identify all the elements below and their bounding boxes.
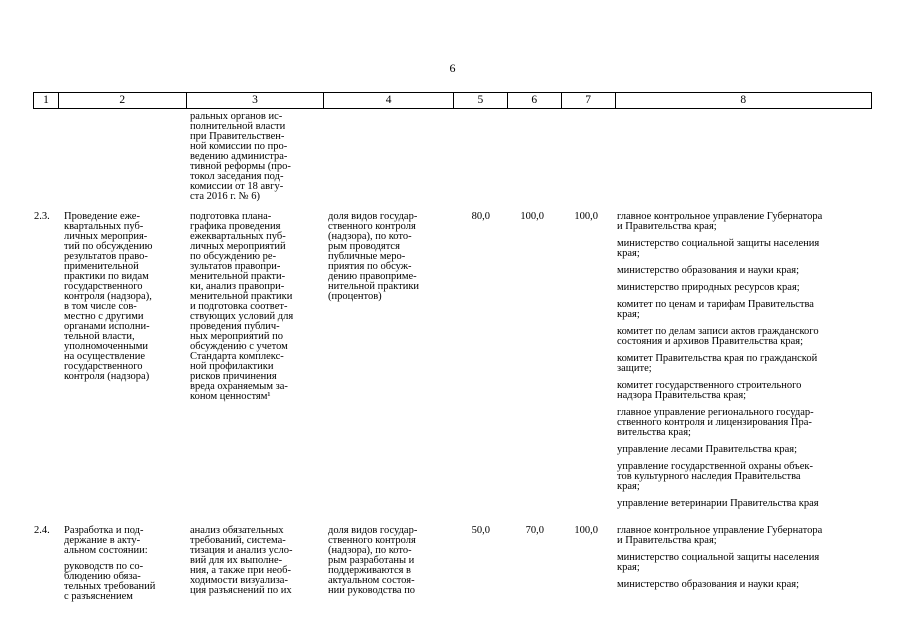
text-line: графика проведения bbox=[190, 221, 281, 232]
text-line: главное контрольное управление Губернатора bbox=[617, 211, 823, 222]
text-line: держание в акту- bbox=[64, 535, 141, 546]
responsible-executor bbox=[617, 553, 819, 573]
header-col-6: 6 bbox=[507, 93, 561, 108]
text-line: ных мероприятий по bbox=[190, 331, 283, 342]
text-line: ствующих условий для bbox=[190, 311, 294, 322]
text-line: личных мероприятий bbox=[190, 241, 286, 252]
text-line: государственного bbox=[64, 361, 143, 372]
responsible-executor bbox=[617, 327, 819, 347]
text-line: ежеквартальных пуб- bbox=[190, 231, 286, 242]
text-line: государственного bbox=[64, 281, 143, 292]
text-line: обсуждению с учетом bbox=[190, 341, 288, 352]
row-value-col7: 100,0 bbox=[574, 211, 598, 222]
text-line: блюдению обяза- bbox=[64, 571, 141, 582]
text-line: дению правоприме- bbox=[328, 271, 417, 282]
text-line: и Правительства края; bbox=[617, 221, 717, 232]
text-line: анализ обязательных bbox=[190, 525, 284, 536]
text-line: при Правительствен- bbox=[190, 131, 285, 142]
text-line: надзора Правительства края; bbox=[617, 390, 747, 401]
text-line: местно с другими bbox=[64, 311, 144, 322]
text-line: актуальном состоя- bbox=[328, 575, 415, 586]
text-line: управление ветеринарии Правительства края bbox=[617, 498, 819, 509]
text-line: тельных требований bbox=[64, 581, 156, 592]
text-line: управление государственной охраны объек- bbox=[617, 461, 813, 472]
text-line: рым разработаны и bbox=[328, 555, 415, 566]
responsible-executor bbox=[617, 354, 817, 374]
text-line: вреда охраняемым за- bbox=[190, 381, 288, 392]
table-header bbox=[33, 92, 872, 109]
text-line: доля видов государ- bbox=[328, 525, 418, 536]
text-line: токол заседания под- bbox=[190, 171, 284, 182]
text-line: проведения публич- bbox=[190, 321, 280, 332]
text-line: практики по видам bbox=[64, 271, 149, 282]
row-value-col6: 100,0 bbox=[520, 211, 544, 222]
text-line: края; bbox=[617, 562, 640, 573]
text-line: коном ценностям¹ bbox=[190, 391, 271, 402]
text-line: и Правительства края; bbox=[617, 535, 717, 546]
text-line: вий для их выполне- bbox=[190, 555, 283, 566]
text-line: нительной практики bbox=[328, 281, 420, 292]
text-line: главное управление регионального государ- bbox=[617, 407, 814, 418]
text-line: подготовка плана- bbox=[190, 211, 272, 222]
text-line: поддерживаются в bbox=[328, 565, 412, 576]
text-line: контроля (надзора) bbox=[64, 371, 150, 382]
text-line: Проведение еже- bbox=[64, 211, 140, 222]
row-indicator bbox=[328, 212, 419, 302]
responsible-executor bbox=[617, 445, 797, 455]
responsible-executor bbox=[617, 239, 819, 259]
text-line: ки, анализ правопри- bbox=[190, 281, 285, 292]
text-line: органами исполни- bbox=[64, 321, 150, 332]
header-col-2: 2 bbox=[58, 93, 186, 108]
row-number: 2.4. bbox=[34, 525, 50, 536]
row-action bbox=[190, 212, 293, 402]
text-line: личных мероприя- bbox=[64, 231, 148, 242]
responsible-executor bbox=[617, 499, 819, 509]
text-line: Разработка и под- bbox=[64, 525, 144, 536]
text-line: (надзора), по кото- bbox=[328, 231, 412, 242]
text-line: комитет Правительства края по гражданской bbox=[617, 353, 818, 364]
responsible-executor bbox=[617, 212, 822, 232]
continuation-col3 bbox=[190, 112, 291, 202]
text-line: ходимости визуализа- bbox=[190, 575, 288, 586]
row-action bbox=[190, 526, 293, 596]
text-line: тизация и анализ усло- bbox=[190, 545, 293, 556]
row-measure-sub bbox=[64, 562, 155, 602]
text-line: рым проводятся bbox=[328, 241, 400, 252]
text-line: комитет государственного строительного bbox=[617, 380, 802, 391]
text-line: ведению администра- bbox=[190, 151, 288, 162]
text-line: ной комиссии по про- bbox=[190, 141, 288, 152]
text-line: состояния и архивов Правительства края; bbox=[617, 336, 804, 347]
row-value-col7: 100,0 bbox=[574, 525, 598, 536]
text-line: края; bbox=[617, 309, 640, 320]
text-line: тий по обсуждению bbox=[64, 241, 153, 252]
text-line: министерство социальной защиты населения bbox=[617, 238, 820, 249]
responsible-executor bbox=[617, 580, 799, 590]
text-line: (процентов) bbox=[328, 291, 382, 302]
header-col-8: 8 bbox=[615, 93, 871, 108]
responsible-executor bbox=[617, 462, 813, 492]
text-line: на осуществление bbox=[64, 351, 146, 362]
text-line: публичные меро- bbox=[328, 251, 406, 262]
header-col-5: 5 bbox=[453, 93, 507, 108]
text-line: ственного контроля и лицензирования Пра- bbox=[617, 417, 812, 428]
text-line: тивной реформы (про- bbox=[190, 161, 291, 172]
text-line: министерство социальной защиты населения bbox=[617, 552, 820, 563]
text-line: вительства края; bbox=[617, 427, 691, 438]
text-line: результатов право- bbox=[64, 251, 148, 262]
text-line: менительной практи- bbox=[190, 271, 286, 282]
text-line: альном состоянии: bbox=[64, 545, 148, 556]
responsible-executor bbox=[617, 408, 814, 438]
text-line: комитет по делам записи актов гражданского bbox=[617, 326, 819, 337]
text-line: ральных органов ис- bbox=[190, 111, 283, 122]
header-col-1: 1 bbox=[43, 94, 49, 106]
text-line: рисков причинения bbox=[190, 371, 277, 382]
text-line: защите; bbox=[617, 363, 652, 374]
text-line: контроля (надзора), bbox=[64, 291, 152, 302]
text-line: ния, а также при необ- bbox=[190, 565, 291, 576]
responsible-executor bbox=[617, 300, 814, 320]
text-line: приятия по обсуж- bbox=[328, 261, 412, 272]
text-line: уполномоченными bbox=[64, 341, 149, 352]
header-col-4: 4 bbox=[323, 93, 453, 108]
text-line: руководств по со- bbox=[64, 561, 144, 572]
row-value-col5: 50,0 bbox=[471, 525, 490, 536]
text-line: доля видов государ- bbox=[328, 211, 418, 222]
text-line: края; bbox=[617, 481, 640, 492]
text-line: Стандарта комплекс- bbox=[190, 351, 284, 362]
page-number: 6 bbox=[449, 61, 456, 75]
text-line: министерство природных ресурсов края; bbox=[617, 282, 800, 293]
text-line: (надзора), по кото- bbox=[328, 545, 412, 556]
text-line: по обсуждению ре- bbox=[190, 251, 277, 262]
text-line: зультатов правопри- bbox=[190, 261, 281, 272]
text-line: министерство образования и науки края; bbox=[617, 579, 800, 590]
row-indicator bbox=[328, 526, 417, 596]
text-line: нии руководства по bbox=[328, 585, 416, 596]
text-line: с разъяснением bbox=[64, 591, 133, 602]
text-line: менительной практики bbox=[190, 291, 293, 302]
text-line: ста 2016 г. № 6) bbox=[190, 191, 261, 202]
text-line: края; bbox=[617, 248, 640, 259]
text-line: требований, система- bbox=[190, 535, 286, 546]
text-line: ция разъяснений по их bbox=[190, 585, 292, 596]
text-line: тов культурного наследия Правительства bbox=[617, 471, 801, 482]
text-line: министерство образования и науки края; bbox=[617, 265, 800, 276]
text-line: в том числе сов- bbox=[64, 301, 137, 312]
text-line: главное контрольное управление Губернатора bbox=[617, 525, 823, 536]
responsible-executor bbox=[617, 381, 801, 401]
row-value-col5: 80,0 bbox=[471, 211, 490, 222]
row-measure bbox=[64, 526, 148, 556]
row-number: 2.3. bbox=[34, 211, 50, 222]
responsible-executor bbox=[617, 266, 799, 276]
responsible-executor bbox=[617, 283, 800, 293]
text-line: и подготовка соответ- bbox=[190, 301, 288, 312]
text-line: квартальных пуб- bbox=[64, 221, 144, 232]
text-line: ной профилактики bbox=[190, 361, 274, 372]
text-line: управление лесами Правительства края; bbox=[617, 444, 797, 455]
text-line: применительной bbox=[64, 261, 139, 272]
text-line: ственного контроля bbox=[328, 221, 416, 232]
header-col-3: 3 bbox=[186, 93, 324, 108]
text-line: комитет по ценам и тарифам Правительства bbox=[617, 299, 814, 310]
text-line: тельной власти, bbox=[64, 331, 135, 342]
text-line: полнительной власти bbox=[190, 121, 286, 132]
row-measure bbox=[64, 212, 153, 382]
header-col-7: 7 bbox=[561, 93, 615, 108]
row-value-col6: 70,0 bbox=[525, 525, 544, 536]
text-line: комиссии от 18 авгу- bbox=[190, 181, 284, 192]
responsible-executor bbox=[617, 526, 822, 546]
text-line: ственного контроля bbox=[328, 535, 416, 546]
